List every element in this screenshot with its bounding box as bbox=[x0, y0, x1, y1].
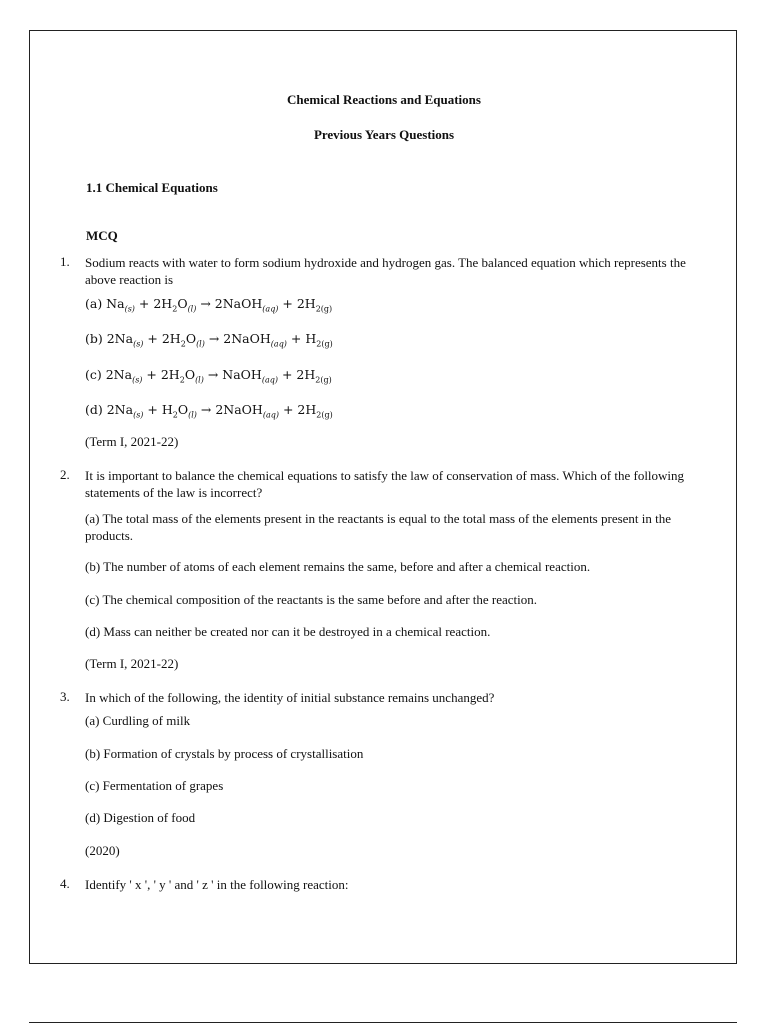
question-option: (b) Formation of crystals by process of crystallisation bbox=[85, 746, 364, 761]
question-text: Sodium reacts with water to form sodium hydroxide and hydrogen gas. The balanced equation which represents the above reaction is bbox=[85, 255, 686, 287]
question-source: (2020) bbox=[85, 843, 120, 858]
question-number: 1. bbox=[60, 254, 70, 269]
question-option: (d) $2Na_{(s)} + H_2O_{(l)}$ → 2NaOH$_{(aq)}$ + $2H_{2(g)}$ bbox=[85, 402, 333, 420]
document-title: Chemical Reactions and Equations bbox=[287, 92, 481, 107]
question-option: (c) Fermentation of grapes bbox=[85, 778, 224, 793]
question-text: In which of the following, the identity of initial substance remains unchanged? bbox=[85, 690, 495, 705]
question-number: 4. bbox=[60, 876, 70, 891]
mcq-label: MCQ bbox=[86, 228, 118, 243]
question-option: (c) The chemical composition of the reactants is the same before and after the reaction. bbox=[85, 592, 538, 607]
question-option: (b) The number of atoms of each element remains the same, before and after a chemical reaction. bbox=[85, 559, 591, 574]
question-number: 3. bbox=[60, 689, 70, 704]
section-heading: 1.1 Chemical Equations bbox=[86, 180, 218, 195]
question-text: It is important to balance the chemical equations to satisfy the law of conservation of mass. Which of the following statements of the law is incorrect? bbox=[85, 468, 685, 500]
question-number: 2. bbox=[60, 467, 70, 482]
question-source: (Term I, 2021-22) bbox=[85, 656, 179, 671]
question-option: (d) Digestion of food bbox=[85, 810, 196, 825]
question-option: (a) Curdling of milk bbox=[85, 713, 191, 728]
question-option: (a) The total mass of the elements present in the reactants is equal to the total mass of the elements present in the products. bbox=[85, 511, 672, 543]
question-source: (Term I, 2021-22) bbox=[85, 434, 179, 449]
question-option: (a) $Na_{(s)} + 2H_2O_{(l)}$ → 2NaOH$_{(aq)}$ + $2H_{2(g)}$ bbox=[85, 296, 333, 314]
document-subtitle: Previous Years Questions bbox=[313, 127, 455, 142]
question-option: (d) Mass can neither be created nor can it be destroyed in a chemical reaction. bbox=[85, 624, 491, 639]
footer-divider bbox=[29, 1022, 737, 1023]
question-option: (b) $2Na_{(s)} + 2H_2O_{(l)}$ → 2NaOH$_{(aq)}$ + $H_{2(g)}$ bbox=[85, 331, 333, 349]
question-text: Identify ' x ', ' y ' and ' z ' in the following reaction: bbox=[85, 877, 349, 892]
question-option: (c) $2Na_{(s)} + 2H_2O_{(l)}$ → NaOH$_{(aq)}$ + $2H_{2(g)}$ bbox=[85, 367, 332, 385]
